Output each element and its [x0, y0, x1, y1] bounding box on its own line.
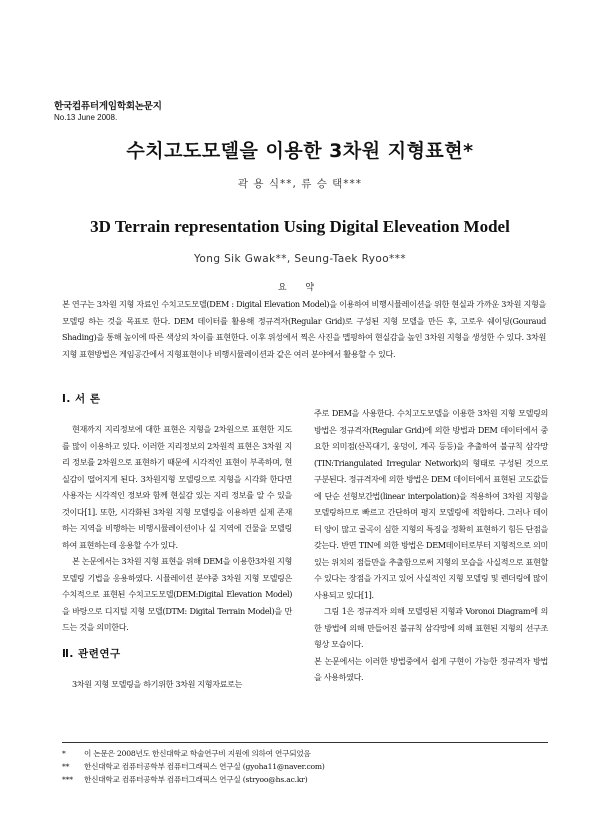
- footnote-mark: **: [62, 762, 70, 771]
- footnote-divider: [62, 742, 548, 743]
- related-paragraph-2: 주로 DEM을 사용한다. 수치고도모델을 이용한 3차원 지형 모델링의 방법은 정규격자(Regular Grid)에 의한 방법과 DEM 데이터에서 중요한 의미점(산꼭대기, 웅덩이, 계곡 등등)을 추출하여 불규칙 삼각망(TIN:Triangulated Irregular Network)의 형태로 구성된 것으로 구분된다. 정규격자에 의한 방법은 DEM 데이터에서 표현된 고도값들에 단순 선형보간법(linear interpolation)을 적용하여 3차원 지형을 모델링하므로 빠르고 간단하며 평지 모델링에 적합하다. 그러나 데이터 양이 많고 굴곡이 심한 지형의 특징을 정확히 표현하기 힘든 단점을 갖는다. 반면 TIN에 의한 방법은 DEM데이터로부터 지형적으로 의미 있는 위치의 점들만을 추출함으로써 지형의 모습을 사실적으로 표현할 수 있다는 장점을 가지고 있어 사실적인 지형 모델링 및 렌더링에 많이 사용되고 있다[1].: [314, 408, 548, 600]
- journal-issue: No.13 June 2008.: [54, 113, 118, 122]
- section-heading-related-work: Ⅱ. 관련연구: [62, 647, 121, 660]
- section-heading-introduction: Ⅰ. 서 론: [62, 393, 101, 405]
- footnote: [62, 747, 548, 760]
- footnote-text: 이 논문은 2008년도 한신대학교 학술연구비 지원에 의하여 연구되었음: [84, 749, 311, 758]
- footnote-mark: *: [62, 749, 66, 758]
- abstract-heading: 요 약: [277, 283, 323, 293]
- intro-paragraph-1: 현재까지 지리정보에 대한 표현은 지형을 2차원으로 표현한 지도를 많이 이용하고 있다. 이러한 지리정보의 2차원적 표현은 3차원 지리 정보를 2차원으로 표현하기 때문에 시각적인 표현이 부족하며, 현실감이 떨어지게 된다. 3차원지형 모델링으로 지형을 시각화 한다면 사용자는 시각적인 정보와 함께 현실감 있는 지리 정보를 알 수 있을 것이다[1]. 또한, 시각화된 3차원 지형 모델링을 이용하면 실제 존재하는 지역을 비행하는 비행시뮬레이션이나 실 지역에 건물을 모델링하여 표현하는데 응용할 수가 있다.: [62, 424, 292, 550]
- right-column: [314, 405, 548, 686]
- journal-name: 한국컴퓨터게임학회논문지: [54, 101, 162, 112]
- footnotes: [62, 747, 548, 786]
- footnote: [62, 760, 548, 773]
- journal-header: [54, 98, 162, 122]
- intro-paragraph-2: 본 논문에서는 3차원 지형 표현을 위해 DEM을 이용한3차원 지형 모델링 기법을 응용하였다. 시뮬레이션 분야중 3차원 지형 모델링은 수치적으로 표현된 수치고도모델(DEM:Digital Elevation Model)을 바탕으로 디지털 지형 모델(DTM: Digital Terrain Model)을 만드는 것을 의미한다.: [62, 556, 292, 632]
- related-paragraph-4: 본 논문에서는 이러한 방법중에서 쉽게 구현이 가능한 정규격자 방법을 사용하였다.: [314, 655, 548, 682]
- related-paragraph-3: 그림 1은 정규격자 의해 모델링된 지형과 Voronoi Diagram에 의한 방법에 의해 만들어진 불규칙 삼각망에 의해 표현된 지형의 선구조 형상 모습이다.: [314, 606, 548, 649]
- footnote: [62, 773, 548, 786]
- footnote-mark: ***: [62, 775, 73, 784]
- left-column: [62, 391, 292, 692]
- authors-korean: 곽 용 식**, 류 승 택***: [237, 178, 363, 190]
- abstract-text: 본 연구는 3차원 지형 자료인 수치고도모델(DEM : Digital Elevation Model)을 이용하여 비행시뮬레이션을 위한 현실과 가까운 3차원 지형을 모델링 하는 것을 목표로 한다. DEM 데이터를 활용해 정규격자(Regular Grid)로 구성된 지형 모델을 만든 후, 고로우 쉐이딩(Gouraud Shading)을 통해 높이에 따른 색상의 차이를 표현한다. 이후 위성에서 찍은 사진을 맵핑하여 현실감을 높인 3차원 지형을 생성한 수 있다. 3차원지형 표현방법은 게임공간에서 지형표현이나 비행시뮬레이션과 같은 여러 분야에서 활용할 수 있다.: [62, 299, 546, 360]
- paper-title-korean: 수치고도모델을 이용한 3차원 지형표현*: [126, 140, 474, 162]
- paper-title-english: 3D Terrain representation Using Digital Eleveation Model: [90, 217, 510, 236]
- authors-english: Yong Sik Gwak**, Seung-Taek Ryoo***: [194, 253, 406, 265]
- related-paragraph-1: 3차원 지형 모델링을 하기위한 3차원 지형자료로는: [72, 678, 243, 689]
- footnote-text: 한신대학교 컴퓨터공학부 컴퓨터그래픽스 연구실 (gyoha11@naver.com): [84, 762, 325, 771]
- footnote-text: 한신대학교 컴퓨터공학부 컴퓨터그래픽스 연구실 (stryoo@hs.ac.kr): [84, 775, 308, 784]
